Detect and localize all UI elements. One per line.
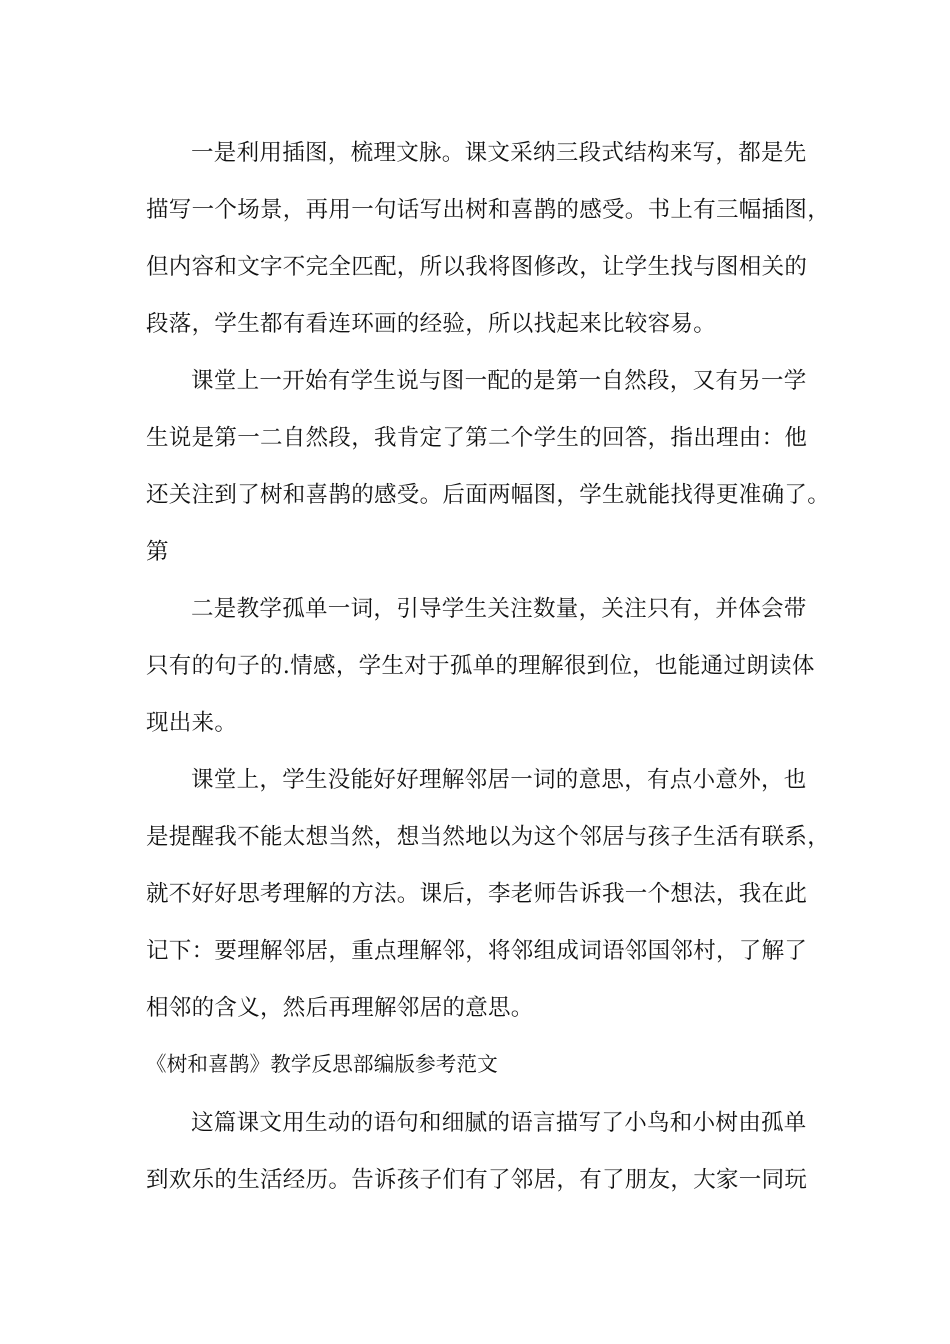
paragraph-4-line-5: 相邻的含义，然后再理解邻居的意思。 — [146, 995, 534, 1021]
paragraph-4-line-3: 就不好好思考理解的方法。课后，李老师告诉我一个想法，我在此 — [146, 881, 808, 907]
final-paragraph-line-2: 到欢乐的生活经历。告诉孩子们有了邻居，有了朋友，大家一同玩 — [146, 1167, 808, 1193]
paragraph-3-line-1: 二是教学孤单一词，引导学生关注数量，关注只有，并体会带 — [191, 596, 807, 622]
paragraph-1-line-1: 一是利用插图，梳理文脉。课文采纳三段式结构来写，都是先 — [191, 140, 807, 166]
section-title: 《树和喜鹊》教学反思部编版参考范文 — [146, 1052, 498, 1076]
paragraph-2-line-4: 第 — [146, 539, 169, 565]
paragraph-1-line-4: 段落，学生都有看连环画的经验，所以找起来比较容易。 — [146, 311, 717, 337]
paragraph-2-line-3: 还关注到了树和喜鹊的感受。后面两幅图，学生就能找得更准确了。 — [146, 482, 831, 508]
paragraph-1-line-2: 描写一个场景，再用一句话写出树和喜鹊的感受。书上有三幅插图， — [146, 197, 831, 223]
paragraph-2-line-2: 生说是第一二自然段，我肯定了第二个学生的回答，指出理由：他 — [146, 425, 808, 451]
paragraph-4-line-2: 是提醒我不能太想当然，想当然地以为这个邻居与孩子生活有联系， — [146, 824, 831, 850]
paragraph-2-line-1: 课堂上一开始有学生说与图一配的是第一自然段，又有另一学 — [191, 368, 807, 394]
paragraph-3-line-3: 现出来。 — [146, 710, 238, 736]
paragraph-3-line-2: 只有的句子的.情感，学生对于孤单的理解很到位，也能通过朗读体 — [146, 653, 815, 679]
paragraph-1-line-3: 但内容和文字不完全匹配，所以我将图修改，让学生找与图相关的 — [146, 254, 808, 280]
paragraph-4-line-1: 课堂上，学生没能好好理解邻居一词的意思，有点小意外，也 — [191, 767, 807, 793]
final-paragraph-line-1: 这篇课文用生动的语句和细腻的语言描写了小鸟和小树由孤单 — [191, 1110, 807, 1136]
paragraph-4-line-4: 记下：要理解邻居，重点理解邻，将邻组成词语邻国邻村，了解了 — [146, 938, 808, 964]
